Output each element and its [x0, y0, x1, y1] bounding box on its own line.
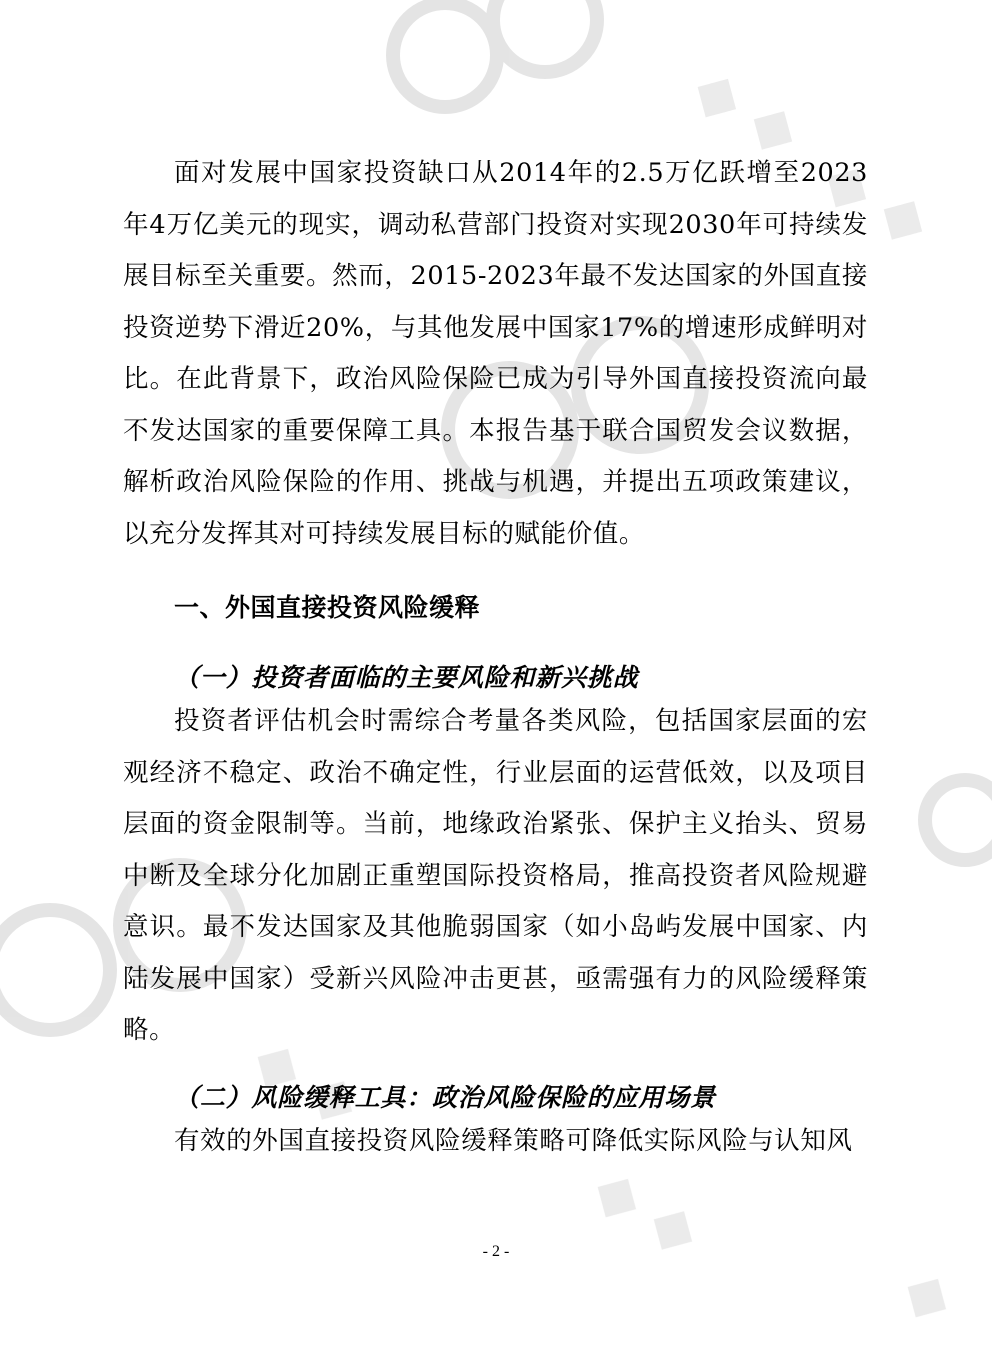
- subheading-investor-risks: （一）投资者面临的主要风险和新兴挑战: [174, 663, 639, 692]
- page-number: - 2 -: [482, 1243, 510, 1260]
- subheading-pri-tools: （二）风险缓释工具：政治风险保险的应用场景: [174, 1083, 716, 1112]
- watermark-mark-3: ◆ ◆: [243, 1023, 372, 1137]
- intro-paragraph: 面对发展中国家投资缺口从2014年的2.5万亿跃增至2023年4万亿美元的现实，调动私营部门投资对实现2030年可持续发展目标至关重要。然而，2015-2023年最不发达国家的外国直接投资逆势下滑近20%，与其他发展中国家17%的增速形成鲜明对比。在此背景下，政治风险保险已成为引导外国直接投资流向最不发达国家的重要保障工具。本报告基于联合国贸发会议数据，解析政治风险保险的作用、挑战与机遇，并提出五项政策建议，以充分发挥其对可持续发展目标的赋能价值。: [123, 158, 868, 549]
- section-heading-fdi-risk: 一、外国直接投资风险缓释: [174, 593, 481, 622]
- watermark-mark-4: ◆ ◆: [583, 1153, 712, 1267]
- watermark-mark-2: ◆ ◆: [813, 143, 942, 257]
- risks-paragraph: 投资者评估机会时需综合考量各类风险，包括国家层面的宏观经济不稳定、政治不确定性，行业层面的运营低效，以及项目层面的资金限制等。当前，地缘政治紧张、保护主义抬头、贸易中断及全球分化加剧正重塑国际投资格局，推高投资者风险规避意识。最不发达国家及其他脆弱国家（如小岛屿发展中国家、内陆发展中国家）受新兴风险冲击更甚，亟需强有力的风险缓释策略。: [123, 706, 868, 1045]
- tools-paragraph: 有效的外国直接投资风险缓释策略可降低实际风险与认知风: [174, 1126, 853, 1156]
- watermark-mark-1: ◆ ◆: [683, 53, 812, 167]
- watermark-mark-5: ◆: [893, 1253, 966, 1335]
